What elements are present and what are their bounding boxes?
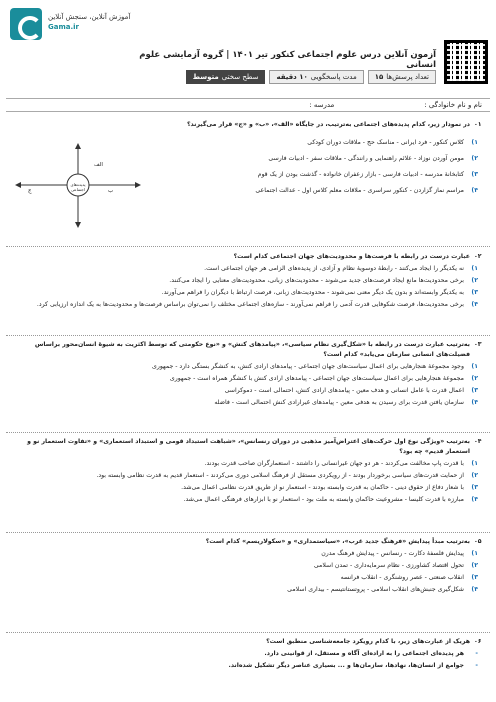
option[interactable] bbox=[8, 495, 488, 505]
brand-text bbox=[48, 12, 163, 32]
divider bbox=[6, 246, 490, 247]
divider bbox=[6, 432, 490, 433]
diagram-labels bbox=[8, 138, 148, 233]
option-text: وجود مجموعهٔ هنجارهایی برای اعمال سیاست‌های جهان اجتماعی - پیامدهای ارادی کنش، به کنشگر بستگی دارد - جمهوری bbox=[151, 363, 464, 370]
option-number: ۲) bbox=[471, 562, 478, 569]
option-text: مومن آوردن نوزاد - علائم راهنمایی و رانندگی - ملاقات سفر - ادبیات فارسی bbox=[268, 155, 464, 162]
option-number: ۴) bbox=[471, 301, 478, 308]
option-number: ۴) bbox=[471, 496, 478, 503]
option-text: مجموعهٔ هنجارهایی برای اعمال سیاست‌های جهان اجتماعی - پیامدهای ارادی کنش با کنشگر همراه است - جمهوری bbox=[169, 375, 464, 382]
diagram-label-left: ج bbox=[28, 188, 32, 194]
divider bbox=[6, 532, 490, 533]
option-number: ۳) bbox=[471, 171, 478, 178]
option-text: نه یکدیگر را ایجاد می‌کنند - رابطهٔ دوسویهٔ نظام و آزادی، از پدیده‌های الزامی هر جهان اجتماعی است. bbox=[204, 265, 464, 272]
option-text: اعمال قدرت با عامل انسانی و هدف معین - پیامدهای ارادی کنش، احتمالی است - دموکراسی bbox=[224, 387, 464, 394]
option-number: ۱) bbox=[471, 460, 478, 467]
option[interactable] bbox=[8, 386, 488, 396]
statement-text: هر پدیده‌ای اجتماعی را به اراده‌ای آگاه و مستقل، از قوانینی دارد. bbox=[264, 650, 464, 657]
option[interactable] bbox=[158, 186, 488, 196]
option[interactable] bbox=[8, 471, 488, 481]
option-number: ۴) bbox=[471, 187, 478, 194]
question-number: ۰۵ bbox=[474, 538, 482, 545]
option-number: ۳) bbox=[471, 289, 478, 296]
question-2 bbox=[8, 252, 488, 310]
option-text: مبارزه با قدرت کلیسا - مشروعیت حاکمان وابسته به ملت بود - استعمار نو با ابزارهای فرهنگی اعمال می‌شد. bbox=[183, 496, 464, 503]
statement bbox=[8, 649, 488, 659]
question-5 bbox=[8, 537, 488, 595]
bullet: - bbox=[475, 662, 478, 669]
question-3 bbox=[8, 340, 488, 408]
option-text: سازمان یافتن قدرت برای رسیدن به هدفی معین - پیامدهای غیرارادی کنش احتمالی است - فاضله bbox=[214, 399, 464, 406]
option-number: ۱) bbox=[471, 550, 478, 557]
question-stem bbox=[8, 252, 488, 262]
question-6 bbox=[8, 637, 488, 671]
option-number: ۲) bbox=[471, 472, 478, 479]
meta-label: تعداد پرسش‌ها bbox=[386, 73, 429, 81]
qr-code-icon bbox=[444, 40, 488, 84]
option-text: برخی محدودیت‌ها مانع ایجاد فرصت‌های جدید می‌شوند - محدودیت‌های زبانی، محدودیت‌های معنایی را ایجاد می‌کنند. bbox=[169, 277, 464, 284]
option-text: مراسم نماز گزاردن - کنکور سراسری - ملاقات معلم کلاس اول - عدالت اجتماعی bbox=[255, 187, 464, 194]
student-name-label: نام و نام خانوادگی : bbox=[424, 101, 482, 109]
question-text: به‌ترتیب «ویژگی نوع اول حرکت‌های اعتراض‌آمیز مذهبی در دوران رنسانس»، «شباهت استبداد قومی و استبداد استعماری» و «تفاوت استعمار نو و استعمار قدیم» چه بود؟ bbox=[27, 438, 470, 455]
option[interactable] bbox=[8, 483, 488, 493]
option[interactable] bbox=[8, 585, 488, 595]
statement-text: جوامع از انسان‌ها، نهادها، سازمان‌ها و ... بسیاری عناصر دیگر تشکیل شده‌اند. bbox=[228, 662, 464, 669]
option[interactable] bbox=[8, 573, 488, 583]
question-stem bbox=[8, 637, 488, 647]
question-stem bbox=[8, 120, 488, 130]
option[interactable] bbox=[8, 374, 488, 384]
option-text: تحول اقتصاد کشاورزی - نظام سرمایه‌داری - تمدن اسلامی bbox=[313, 562, 464, 569]
meta-value: ۱۰ دقیقه bbox=[276, 73, 308, 81]
option[interactable] bbox=[8, 561, 488, 571]
exam-meta bbox=[186, 70, 436, 84]
option-text: شکل‌گیری جنبش‌های انقلاب اسلامی - پروتستانتیسم - بیداری اسلامی bbox=[287, 586, 464, 593]
question-number: ۰۳ bbox=[474, 341, 482, 348]
option[interactable] bbox=[158, 138, 488, 148]
option-number: ۲) bbox=[471, 277, 478, 284]
option-number: ۲) bbox=[471, 375, 478, 382]
option-number: ۲) bbox=[471, 155, 478, 162]
option[interactable] bbox=[8, 398, 488, 408]
question-text: به‌ترتیب مبدأ پیدایش «فرهنگ جدید غرب»، «سیاستمداری» و «سکولاریسم» کدام است؟ bbox=[205, 538, 470, 545]
option-text: به یکدیگر وابسته‌اند و بدون یک دیگر معنی نمی‌شوند - محدودیت‌های زبانی، فرصت ارتباط با دیگران را فراهم می‌آورند. bbox=[161, 289, 464, 296]
meta-question-count bbox=[368, 70, 436, 84]
diagram-center-label: پدیده‌های اجتماعی bbox=[70, 182, 86, 192]
option-number: ۳) bbox=[471, 387, 478, 394]
meta-difficulty bbox=[186, 70, 266, 84]
brand-site: Gama.ir bbox=[48, 23, 79, 31]
question-number: ۰۲ bbox=[474, 253, 482, 260]
divider bbox=[6, 632, 490, 633]
brand[interactable] bbox=[10, 8, 160, 42]
question-number: ۰۶ bbox=[474, 638, 482, 645]
statement bbox=[8, 661, 488, 671]
exam-title: آزمون آنلاین درس علوم اجتماعی کنکور تیر ۱۴۰۱ | گروه آزمایشی علوم انسانی bbox=[139, 50, 436, 70]
meta-label: سطح سختی bbox=[221, 73, 259, 81]
option-text: با قدرت پاپ مخالفت می‌کردند - هر دو جهان غیرانسانی را داشتند - استعمارگران صاحب قدرت بودند. bbox=[204, 460, 464, 467]
divider bbox=[6, 335, 490, 336]
option[interactable] bbox=[8, 459, 488, 469]
option-text: کلاس کنکور - فرد ایرانی - مناسک حج - ملاقات دوران کودکی bbox=[307, 139, 464, 146]
question-text: در نمودار زیر، کدام پدیده‌های اجتماعی به‌ترتیب، در جایگاه «الف»، «ب» و «ج» قرار می‌گیرند؟ bbox=[186, 121, 470, 128]
option[interactable] bbox=[8, 276, 488, 286]
option-number: ۱) bbox=[471, 363, 478, 370]
meta-duration bbox=[269, 70, 363, 84]
question-text: عبارت درست در رابطه با فرصت‌ها و محدودیت‌های جهان اجتماعی کدام است؟ bbox=[233, 253, 470, 260]
option-number: ۳) bbox=[471, 574, 478, 581]
question-stem bbox=[8, 340, 488, 360]
meta-label: مدت پاسخگویی bbox=[310, 73, 357, 81]
option-text: کتابخانهٔ مدرسه - ادبیات فارسی - بازار زعفران خانواده - گذشت بودن از یک قوم bbox=[257, 171, 464, 178]
diagram-label-right: ب bbox=[108, 188, 114, 194]
option[interactable] bbox=[158, 170, 488, 180]
option[interactable] bbox=[8, 264, 488, 274]
option-text: انقلاب صنعتی - عصر روشنگری - انقلاب فرانسه bbox=[340, 574, 464, 581]
option[interactable] bbox=[158, 154, 488, 164]
option-number: ۱) bbox=[471, 265, 478, 272]
gama-logo-icon bbox=[10, 8, 42, 40]
option-number: ۴) bbox=[471, 586, 478, 593]
diagram-label-top: الف bbox=[94, 162, 103, 168]
question-number: ۰۱ bbox=[474, 121, 482, 128]
option-number: ۳) bbox=[471, 484, 478, 491]
option[interactable] bbox=[8, 549, 488, 559]
student-info-bar bbox=[6, 98, 490, 112]
option-text: پیدایش فلسفهٔ دکارت - رنسانس - پیدایش فرهنگ مدرن bbox=[321, 550, 464, 557]
option-text: برخی محدودیت‌ها، فرصت شکوفایی قدرت آدمی را فراهم نمی‌آورند - سازه‌های اجتماعی مختلف را نمی‌توان براساس فرصت‌ها و محدودیت‌ها به یک اندازه ارزیابی کرد. bbox=[36, 301, 464, 308]
question-4 bbox=[8, 437, 488, 505]
option[interactable] bbox=[8, 362, 488, 372]
option-text: از حمایت قدرت‌های سیاسی برخوردار بودند - از رویکردی مستقل از فرهنگ اسلامی دوری می‌کردند - استعمار قدیم به قدرت نظامی وابسته بود. bbox=[96, 472, 464, 479]
meta-value: متوسط bbox=[192, 73, 219, 81]
option[interactable] bbox=[8, 300, 488, 310]
meta-value: ۱۵ bbox=[374, 73, 384, 81]
option-number: ۴) bbox=[471, 399, 478, 406]
question-number: ۰۴ bbox=[474, 438, 482, 445]
school-label: مدرسه : bbox=[309, 101, 335, 109]
bullet: - bbox=[475, 650, 478, 657]
question-text: به‌ترتیب عبارت درست در رابطه با «شکل‌گیری نظام سیاسی»، «پیامدهای کنش» و «نوع حکومتی که توسط اکثریت به شیوهٔ انسان‌محور براساس فضیلت‌های انسانی سازمان می‌یابد» کدام است؟ bbox=[34, 341, 470, 358]
option-number: ۱) bbox=[471, 139, 478, 146]
question-text: هریک از عبارت‌های زیر، با کدام رویکرد جامعه‌شناسی منطبق است؟ bbox=[266, 638, 470, 645]
question-stem bbox=[8, 537, 488, 547]
brand-slogan: آموزش آنلاین، سنجش آنلاین bbox=[48, 13, 131, 21]
option-text: با شعار دفاع از حقوق دینی - حاکمان به قدرت وابسته بودند - استعمار نو از طریق قدرت نظامی اعمال می‌شد. bbox=[181, 484, 464, 491]
question-stem bbox=[8, 437, 488, 457]
option[interactable] bbox=[8, 288, 488, 298]
